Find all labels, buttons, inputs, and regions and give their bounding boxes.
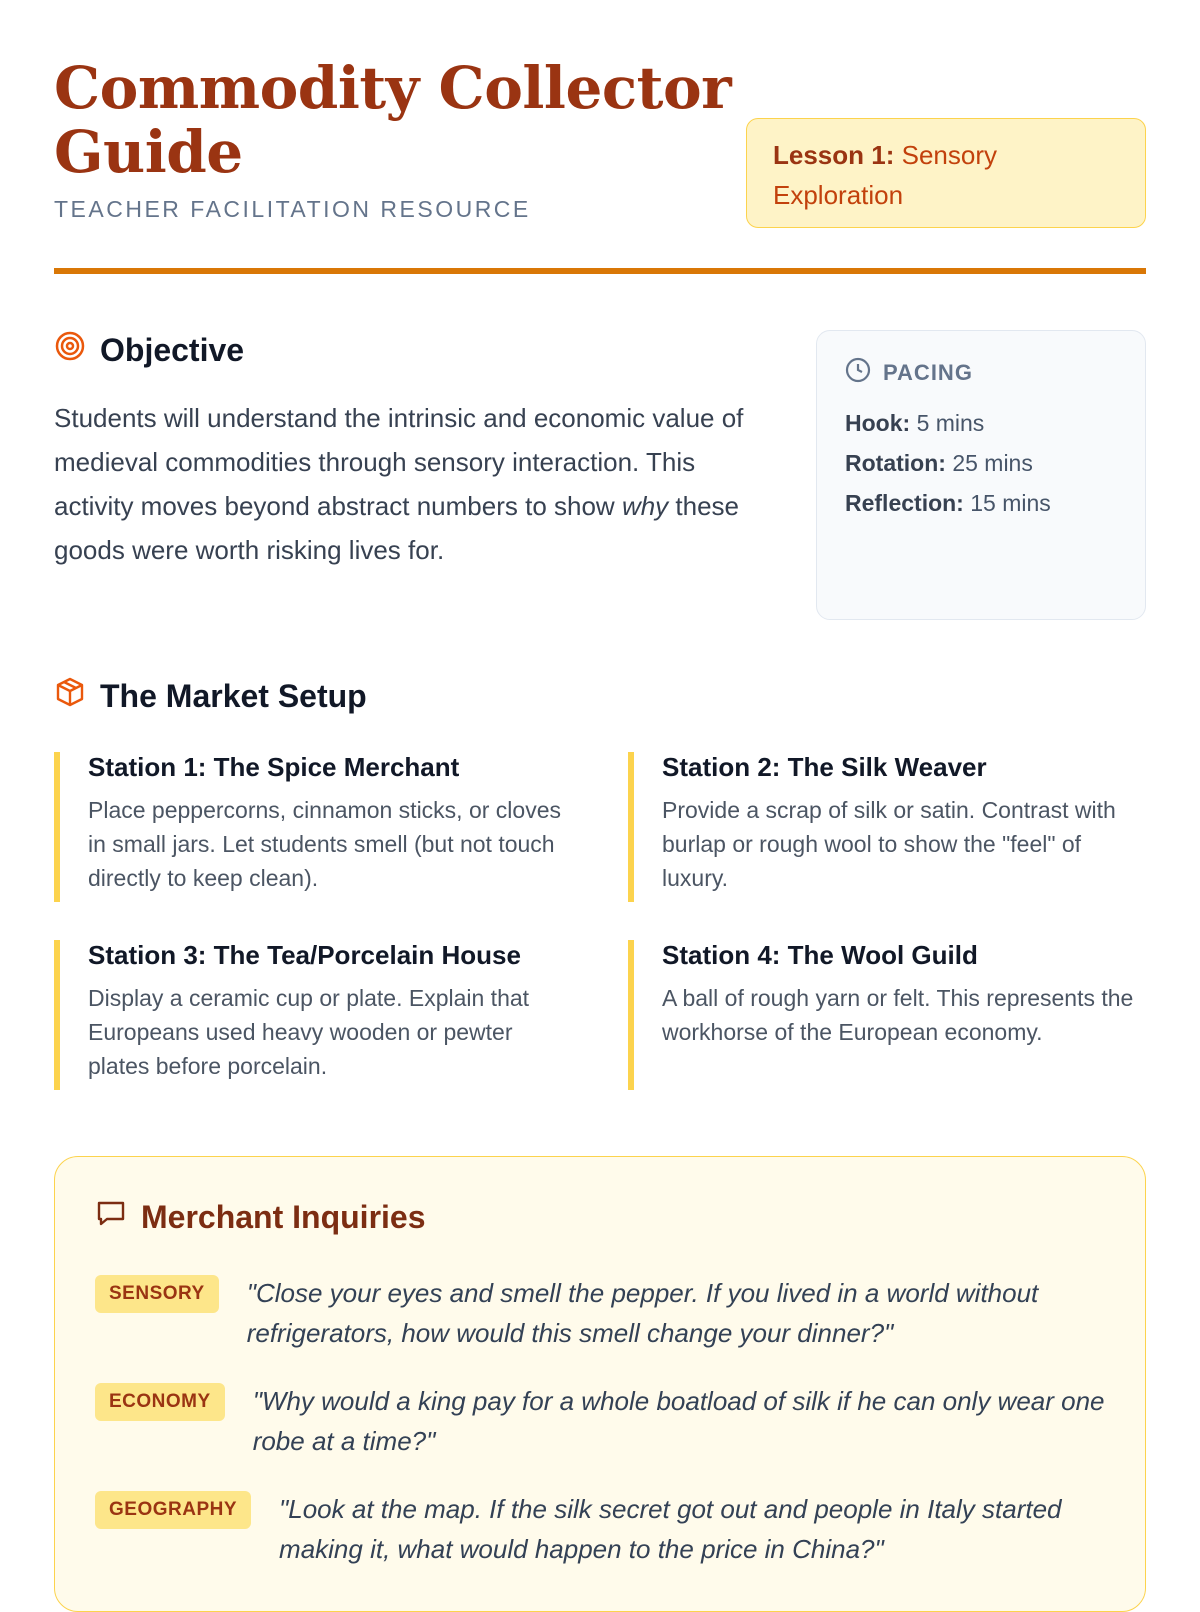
station-text: Place peppercorns, cinnamon sticks, or cloves in small jars. Let students smell (but not touch directly to keep clean).	[88, 797, 561, 891]
station-text: Provide a scrap of silk or satin. Contrast with burlap or rough wool to show the "feel" of luxury.	[662, 797, 1116, 891]
header	[54, 0, 1146, 276]
lesson-badge	[746, 118, 1146, 228]
speech-bubble-icon	[95, 1197, 127, 1237]
station-card-porcelain	[54, 940, 572, 1090]
target-icon	[54, 330, 86, 370]
station-text: A ball of rough yarn or felt. This represents the workhorse of the European economy.	[662, 985, 1134, 1045]
pacing-row-hook: Hook: 5 mins	[845, 410, 985, 436]
inquiry-tag: SENSORY	[95, 1275, 219, 1313]
inquiry-tag: ECONOMY	[95, 1383, 225, 1421]
inquiry-question: "Why would a king pay for a whole boatload of silk if he can only wear one robe at a time?"	[252, 1386, 1105, 1456]
station-title: Station 2: The Silk Weaver	[662, 752, 987, 782]
station-card-silk	[628, 752, 1146, 902]
lesson-name: Sensory Exploration	[773, 140, 997, 210]
station-card-spice	[54, 752, 572, 902]
package-icon	[54, 676, 86, 716]
objective-title: Objective	[100, 331, 245, 368]
inquiry-list	[95, 1273, 1105, 1569]
market-heading	[54, 676, 1146, 716]
station-card-wool	[628, 940, 1146, 1090]
page-subtitle: TEACHER FACILITATION RESOURCE	[54, 196, 531, 222]
pacing-heading	[845, 357, 1117, 389]
pacing-card	[816, 330, 1146, 620]
clock-icon	[845, 357, 871, 389]
objective-text: Students will understand the intrinsic and economic value of medieval commodities through sensory interaction. This activity moves beyond abstract numbers to show why these goods were worth risking lives for.	[54, 403, 744, 565]
inquiry-tag: GEOGRAPHY	[95, 1491, 251, 1529]
inquiries-title: Merchant Inquiries	[141, 1198, 426, 1235]
page-title: Commodity Collector Guide	[54, 54, 732, 186]
pacing-row-rotation: Rotation: 25 mins	[845, 450, 1033, 476]
objective-emphasis: why	[621, 491, 669, 521]
inquiries-heading	[95, 1197, 1105, 1237]
header-divider	[54, 268, 1146, 274]
objective-section	[54, 330, 754, 572]
station-title: Station 3: The Tea/Porcelain House	[88, 940, 521, 970]
objective-heading	[54, 330, 754, 370]
inquiry-question: "Look at the map. If the silk secret got out and people in Italy started making it, what would happen to the price in China?"	[279, 1494, 1062, 1564]
pacing-row-reflection: Reflection: 15 mins	[845, 490, 1051, 516]
inquiry-question: "Close your eyes and smell the pepper. If you lived in a world without refrigerators, how would this smell change your dinner?"	[246, 1278, 1039, 1348]
station-grid	[54, 752, 1146, 1090]
station-title: Station 1: The Spice Merchant	[88, 752, 460, 782]
market-section	[54, 676, 1146, 1090]
lesson-label: Lesson 1:	[773, 140, 895, 170]
station-title: Station 4: The Wool Guild	[662, 940, 978, 970]
pacing-title: PACING	[883, 360, 973, 385]
inquiry-item	[95, 1273, 1105, 1353]
inquiry-item	[95, 1381, 1105, 1461]
inquiry-item	[95, 1489, 1105, 1569]
station-text: Display a ceramic cup or plate. Explain that Europeans used heavy wooden or pewter plates before porcelain.	[88, 985, 530, 1079]
inquiries-panel	[54, 1156, 1146, 1612]
market-title: The Market Setup	[100, 677, 367, 714]
